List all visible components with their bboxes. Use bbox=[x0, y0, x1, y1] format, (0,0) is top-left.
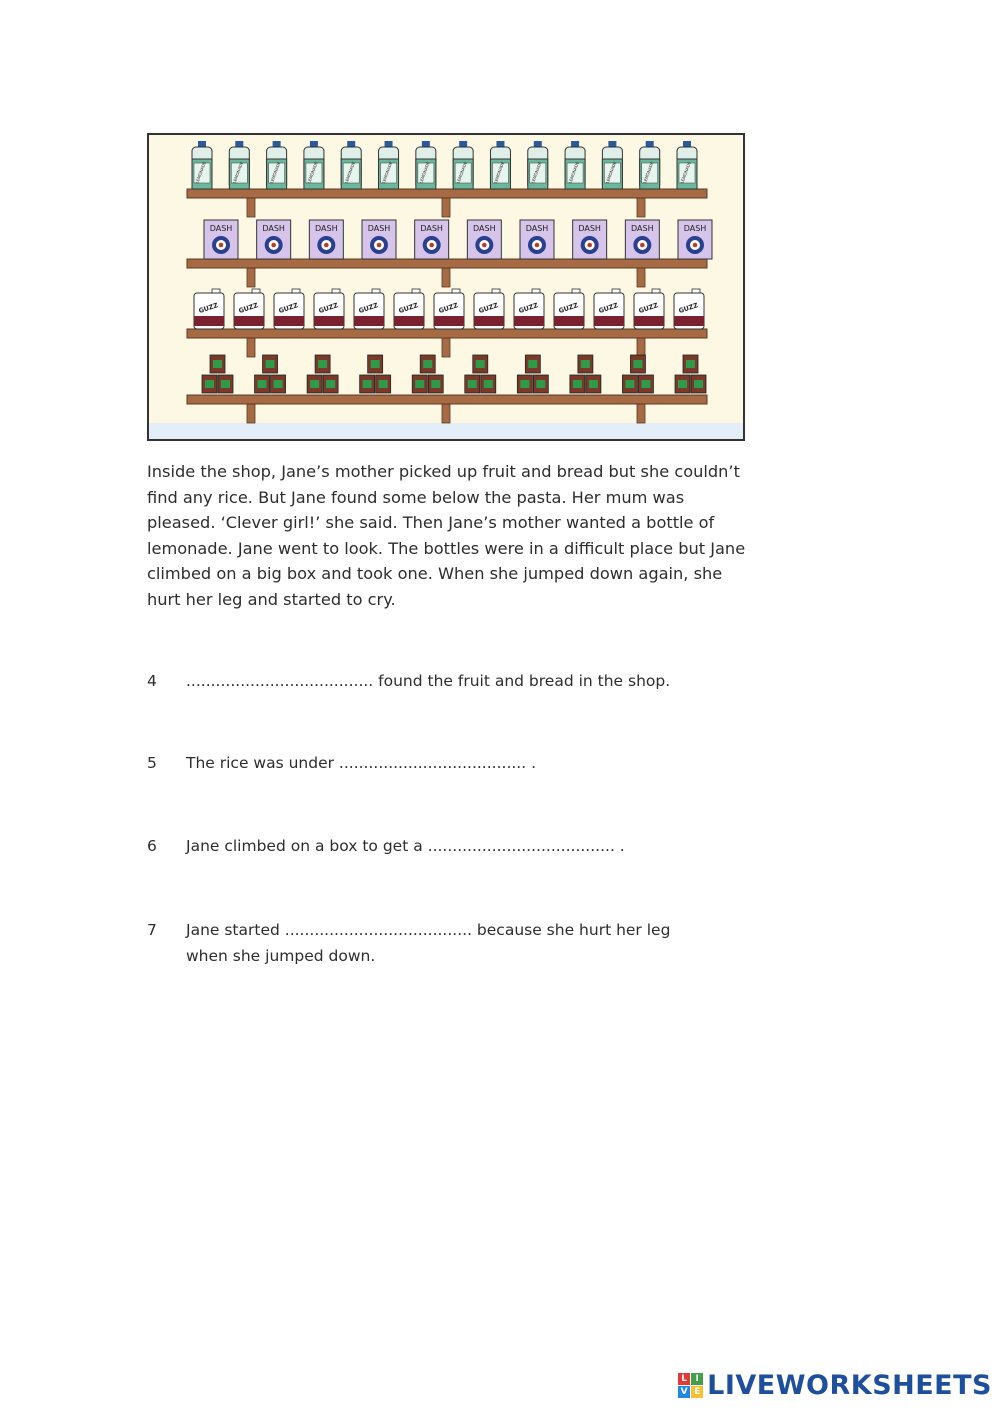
logo-grid-icon bbox=[678, 1373, 703, 1398]
guzz-jug bbox=[514, 289, 544, 329]
can bbox=[412, 375, 427, 393]
dash-box bbox=[204, 220, 238, 259]
jug-band bbox=[314, 316, 344, 326]
lemonade-bottle bbox=[192, 141, 212, 189]
dash-box bbox=[467, 220, 501, 259]
dash-box bbox=[257, 220, 291, 259]
jug-label: GUZZ bbox=[677, 301, 700, 315]
question-text-after: . bbox=[526, 754, 537, 772]
dash-box bbox=[573, 220, 607, 259]
bottle-cap bbox=[235, 141, 243, 147]
question-text-before: Jane climbed on a box to get a bbox=[186, 837, 428, 855]
can-label bbox=[694, 380, 703, 388]
jug-band bbox=[554, 316, 584, 326]
guzz-jug bbox=[274, 289, 304, 329]
box-swirl-center bbox=[271, 243, 276, 248]
jug-label: GUZZ bbox=[277, 301, 300, 315]
shop-shelves-illustration bbox=[147, 133, 745, 441]
guzz-jug bbox=[394, 289, 424, 329]
shelf-bracket bbox=[247, 337, 255, 357]
shelf-bracket bbox=[442, 337, 450, 357]
can bbox=[525, 355, 540, 373]
can-label bbox=[326, 380, 335, 388]
lemonade-bottle bbox=[304, 141, 324, 189]
can-label bbox=[581, 360, 590, 368]
bottle-label-text: LEMONADE bbox=[268, 160, 282, 185]
lemonade-bottle bbox=[490, 141, 510, 189]
shelf-bracket bbox=[247, 403, 255, 423]
jug-band bbox=[474, 316, 504, 326]
dash-box bbox=[362, 220, 396, 259]
can-label bbox=[266, 360, 275, 368]
bottle-cap bbox=[608, 141, 616, 147]
can-label bbox=[310, 380, 319, 388]
jug-band bbox=[514, 316, 544, 326]
can bbox=[675, 375, 690, 393]
can bbox=[368, 355, 383, 373]
guzz-jug bbox=[354, 289, 384, 329]
box-swirl-center bbox=[377, 243, 382, 248]
can-label bbox=[476, 360, 485, 368]
can-label bbox=[641, 380, 650, 388]
lemonade-bottle bbox=[267, 141, 287, 189]
bottle-cap bbox=[683, 141, 691, 147]
can bbox=[360, 375, 375, 393]
box-label: DASH bbox=[525, 224, 549, 233]
blank-dots: ...................................... bbox=[427, 837, 615, 855]
lemonade-bottle bbox=[565, 141, 585, 189]
floor-strip bbox=[149, 423, 743, 439]
jug-label: GUZZ bbox=[637, 301, 660, 315]
box-label: DASH bbox=[315, 224, 338, 233]
can bbox=[683, 355, 698, 373]
logo-text: LIVEWORKSHEETS bbox=[707, 1370, 992, 1401]
can bbox=[376, 375, 391, 393]
can bbox=[473, 355, 488, 373]
dash-box bbox=[678, 220, 712, 259]
guzz-jug bbox=[314, 289, 344, 329]
bottle-cap bbox=[534, 141, 542, 147]
can-label bbox=[528, 360, 537, 368]
shelf-bracket bbox=[247, 267, 255, 287]
can-label bbox=[520, 380, 529, 388]
bottle-label-text: LEMONADE bbox=[679, 160, 692, 185]
guzz-jug bbox=[634, 289, 664, 329]
can-label bbox=[484, 380, 493, 388]
can bbox=[315, 355, 330, 373]
bottle-label-text: LEMONADE bbox=[642, 160, 655, 185]
jug-label: GUZZ bbox=[517, 301, 540, 315]
question-text-after: because she hurt her leg bbox=[472, 921, 671, 939]
jug-label: GUZZ bbox=[477, 301, 500, 315]
can-label bbox=[371, 360, 380, 368]
can bbox=[465, 375, 480, 393]
blank-dots: ...................................... bbox=[186, 672, 374, 690]
answer-blank-5[interactable] bbox=[339, 750, 526, 776]
can-label bbox=[258, 380, 267, 388]
shelf-board bbox=[187, 259, 707, 268]
jug-band bbox=[434, 316, 464, 326]
box-label: DASH bbox=[631, 224, 654, 233]
dash-box bbox=[415, 220, 449, 259]
box-swirl-center bbox=[429, 243, 434, 248]
bottle-cap bbox=[310, 141, 318, 147]
question-number: 6 bbox=[147, 837, 157, 855]
jug-band bbox=[594, 316, 624, 326]
can bbox=[630, 355, 645, 373]
bottle-cap bbox=[459, 141, 467, 147]
can-label bbox=[589, 380, 598, 388]
box-swirl-center bbox=[535, 243, 540, 248]
box-label: DASH bbox=[262, 224, 285, 233]
can-label bbox=[213, 360, 222, 368]
question-text-after: . bbox=[614, 837, 625, 855]
shelf-bracket bbox=[442, 267, 450, 287]
can bbox=[533, 375, 548, 393]
bottle-label-text: LEMONADE bbox=[418, 160, 431, 185]
guzz-jug bbox=[594, 289, 624, 329]
bottle-label-text: LEMONADE bbox=[455, 160, 468, 185]
guzz-jug bbox=[474, 289, 504, 329]
blank-dots: ...................................... bbox=[284, 921, 472, 939]
can-label bbox=[205, 380, 214, 388]
box-label: DASH bbox=[683, 224, 707, 233]
shelf-bracket bbox=[637, 197, 645, 217]
question-number: 5 bbox=[147, 754, 157, 772]
can bbox=[420, 355, 435, 373]
shelf-bracket bbox=[637, 337, 645, 357]
bottle-cap bbox=[496, 141, 504, 147]
lemonade-bottle bbox=[341, 141, 361, 189]
guzz-jug bbox=[674, 289, 704, 329]
bottle-label-text: LEMONADE bbox=[530, 160, 543, 185]
jug-label: GUZZ bbox=[557, 301, 580, 315]
lemonade-bottle bbox=[528, 141, 548, 189]
shelf-board bbox=[187, 329, 707, 338]
can-label bbox=[536, 380, 545, 388]
shelf-bracket bbox=[637, 403, 645, 423]
shelf-board bbox=[187, 189, 707, 198]
shelf-bracket bbox=[442, 197, 450, 217]
box-label: DASH bbox=[578, 224, 601, 233]
can-label bbox=[274, 380, 283, 388]
can bbox=[691, 375, 706, 393]
blank-dots: ...................................... bbox=[338, 754, 527, 772]
bottle-cap bbox=[198, 141, 206, 147]
jug-label: GUZZ bbox=[397, 301, 420, 315]
jug-label: GUZZ bbox=[357, 301, 380, 315]
can-label bbox=[363, 380, 372, 388]
jug-band bbox=[634, 316, 664, 326]
jug-band bbox=[394, 316, 424, 326]
can bbox=[517, 375, 532, 393]
can bbox=[570, 375, 585, 393]
box-swirl-center bbox=[640, 243, 645, 248]
logo-letter: L bbox=[678, 1373, 690, 1385]
can bbox=[578, 355, 593, 373]
box-label: DASH bbox=[473, 224, 496, 233]
jug-band bbox=[274, 316, 304, 326]
can bbox=[586, 375, 601, 393]
bottle-cap bbox=[273, 141, 281, 147]
can bbox=[202, 375, 217, 393]
box-swirl-center bbox=[587, 243, 592, 248]
question-text-before: The rice was under bbox=[186, 754, 339, 772]
shelf-bracket bbox=[637, 267, 645, 287]
bottle-label-text: LEMONADE bbox=[231, 160, 245, 185]
bottle-label-text: LEMONADE bbox=[380, 160, 394, 185]
bottle-label-text: LEMONADE bbox=[604, 160, 618, 185]
box-label: DASH bbox=[209, 224, 233, 233]
can bbox=[255, 375, 270, 393]
jug-band bbox=[234, 316, 264, 326]
bottle-cap bbox=[571, 141, 579, 147]
answer-blank-4[interactable] bbox=[186, 668, 373, 694]
bottle-cap bbox=[646, 141, 654, 147]
shelf-board bbox=[187, 395, 707, 404]
can-label bbox=[468, 380, 477, 388]
can-label bbox=[573, 380, 582, 388]
question-number: 7 bbox=[147, 921, 157, 939]
lemonade-bottle bbox=[640, 141, 660, 189]
liveworksheets-logo[interactable] bbox=[678, 1370, 992, 1401]
can-label bbox=[415, 380, 424, 388]
lemonade-bottle bbox=[416, 141, 436, 189]
jug-band bbox=[674, 316, 704, 326]
jug-band bbox=[354, 316, 384, 326]
box-swirl-center bbox=[693, 243, 698, 248]
dash-box bbox=[520, 220, 554, 259]
can bbox=[307, 375, 322, 393]
dash-box bbox=[625, 220, 659, 259]
bottle-cap bbox=[422, 141, 430, 147]
lemonade-bottle bbox=[379, 141, 399, 189]
guzz-jug bbox=[194, 289, 224, 329]
answer-blank-6[interactable] bbox=[428, 833, 615, 859]
jug-label: GUZZ bbox=[317, 301, 340, 315]
question-number: 4 bbox=[147, 672, 157, 690]
bottle-label-text: LEMONADE bbox=[567, 160, 580, 185]
bottle-label-text: LEMONADE bbox=[306, 160, 319, 185]
shelf-bracket bbox=[442, 403, 450, 423]
can-label bbox=[431, 380, 440, 388]
bottle-cap bbox=[385, 141, 393, 147]
can bbox=[481, 375, 496, 393]
bottle-label-text: LEMONADE bbox=[343, 160, 357, 185]
can-label bbox=[633, 360, 642, 368]
can-label bbox=[221, 380, 230, 388]
guzz-jug bbox=[554, 289, 584, 329]
jug-label: GUZZ bbox=[197, 301, 220, 315]
can bbox=[218, 375, 233, 393]
jug-label: GUZZ bbox=[237, 301, 260, 315]
answer-blank-7[interactable] bbox=[285, 917, 472, 943]
logo-letter: E bbox=[691, 1386, 703, 1398]
can bbox=[323, 375, 338, 393]
bottle-label-text: LEMONADE bbox=[194, 160, 207, 185]
can-label bbox=[423, 360, 432, 368]
logo-letter: I bbox=[691, 1373, 703, 1385]
guzz-jug bbox=[234, 289, 264, 329]
can bbox=[210, 355, 225, 373]
box-label: DASH bbox=[367, 224, 391, 233]
dash-box bbox=[309, 220, 343, 259]
box-swirl-center bbox=[324, 243, 329, 248]
question-7-continuation: when she jumped down. bbox=[186, 947, 376, 965]
can bbox=[622, 375, 637, 393]
can bbox=[271, 375, 286, 393]
lemonade-bottle bbox=[453, 141, 473, 189]
can-label bbox=[379, 380, 388, 388]
can-label bbox=[318, 360, 327, 368]
question-text-before: Jane started bbox=[186, 921, 285, 939]
lemonade-bottle bbox=[602, 141, 622, 189]
question-text-after: found the fruit and bread in the shop. bbox=[373, 672, 671, 690]
jug-label: GUZZ bbox=[597, 301, 620, 315]
can-label bbox=[625, 380, 634, 388]
can bbox=[428, 375, 443, 393]
box-swirl-center bbox=[482, 243, 487, 248]
can-label bbox=[678, 380, 687, 388]
bottle-cap bbox=[347, 141, 355, 147]
can bbox=[638, 375, 653, 393]
can bbox=[263, 355, 278, 373]
lemonade-bottle bbox=[229, 141, 249, 189]
can-label bbox=[686, 360, 695, 368]
box-swirl-center bbox=[219, 243, 224, 248]
guzz-jug bbox=[434, 289, 464, 329]
story-paragraph: Inside the shop, Jane’s mother picked up fruit and bread but she couldn’t find any rice. But Jane found some below the pasta. Her mum was pleased. ‘Clever girl!’ she said. Then Jane’s mother wanted a bottle of lemonade. Jane went to look. The bottles were in a difficult place but Jane climbed on a big box and took one. When she jumped down again, she hurt her leg and started to cry. bbox=[147, 462, 746, 609]
jug-band bbox=[194, 316, 224, 326]
shelf-bracket bbox=[247, 197, 255, 217]
box-label: DASH bbox=[420, 224, 443, 233]
lemonade-bottle bbox=[677, 141, 697, 189]
logo-letter: V bbox=[678, 1386, 690, 1398]
jug-label: GUZZ bbox=[437, 301, 460, 315]
bottle-label-text: LEMONADE bbox=[492, 160, 506, 185]
